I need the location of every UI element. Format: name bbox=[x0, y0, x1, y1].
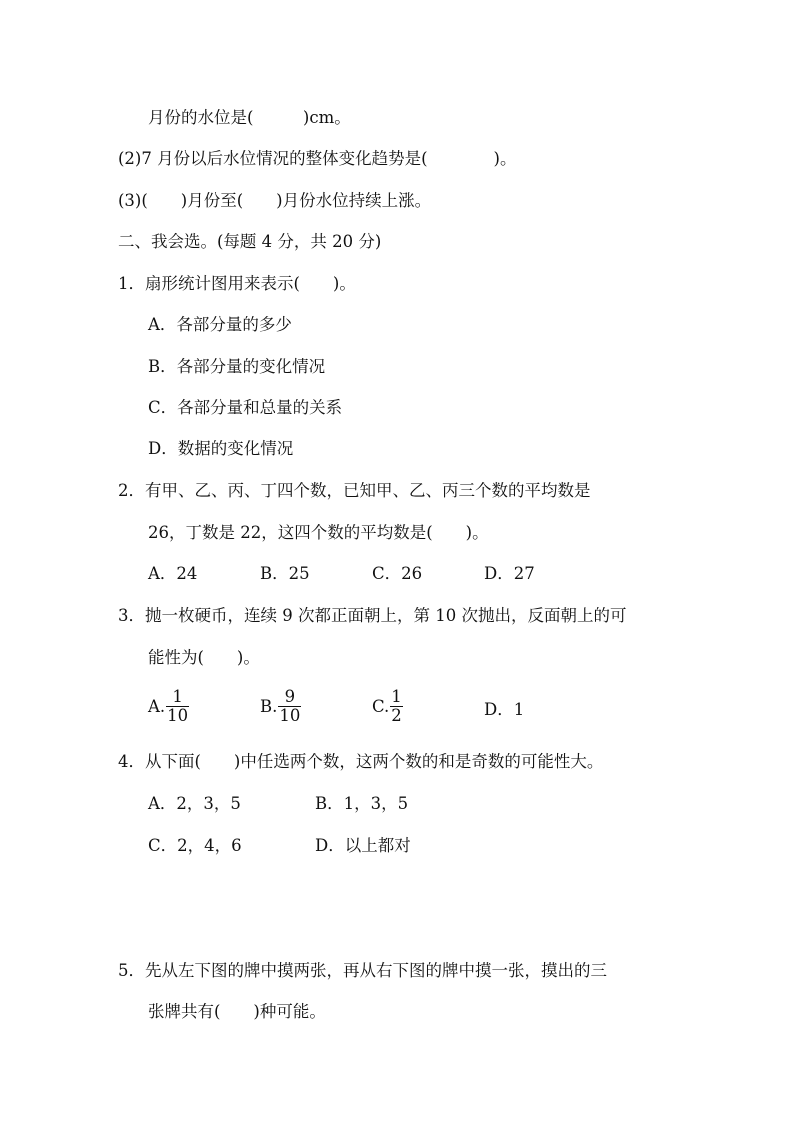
q4-option-d: D．以上都对 bbox=[315, 836, 411, 855]
q1-option-a: A．各部分量的多少 bbox=[148, 315, 292, 334]
q3-stem-line1: 3．抛一枚硬币，连续 9 次都正面朝上，第 10 次抛出，反面朝上的可 bbox=[118, 606, 627, 625]
fraction bbox=[390, 688, 403, 725]
fraction bbox=[166, 688, 189, 725]
sub-question-2: (2)7 月份以后水位情况的整体变化趋势是( )。 bbox=[118, 149, 517, 168]
q1-option-d: D．数据的变化情况 bbox=[148, 439, 294, 458]
q3-option-a bbox=[148, 688, 189, 725]
q3-option-c bbox=[372, 688, 403, 725]
q3-option-b bbox=[260, 688, 301, 725]
numerator: 1 bbox=[166, 688, 189, 707]
q2-option-b: B．25 bbox=[260, 564, 310, 583]
q3-stem-line2: 能性为( )。 bbox=[148, 648, 260, 667]
fraction bbox=[278, 688, 301, 725]
numerator: 1 bbox=[391, 687, 402, 706]
q1-option-c: C．各部分量和总量的关系 bbox=[148, 398, 343, 417]
denominator: 10 bbox=[279, 706, 301, 725]
denominator: 10 bbox=[167, 706, 189, 725]
q2-stem-line2: 26，丁数是 22，这四个数的平均数是( )。 bbox=[148, 523, 489, 542]
option-label: A. bbox=[148, 696, 166, 716]
q4-option-c: C．2，4，6 bbox=[148, 836, 242, 855]
q2-option-a: A．24 bbox=[148, 564, 198, 583]
option-label: B. bbox=[260, 696, 278, 716]
q1-stem: 1．扇形统计图用来表示( )。 bbox=[118, 274, 356, 293]
q5-stem-line2: 张牌共有( )种可能。 bbox=[148, 1002, 326, 1021]
q5-stem-line1: 5．先从左下图的牌中摸两张，再从右下图的牌中摸一张，摸出的三 bbox=[118, 961, 607, 980]
section-heading: 二、我会选。(每题 4 分，共 20 分) bbox=[118, 232, 382, 251]
sub-question-3: (3)( )月份至( )月份水位持续上涨。 bbox=[118, 191, 432, 210]
q4-stem: 4．从下面( )中任选两个数，这两个数的和是奇数的可能性大。 bbox=[118, 752, 604, 771]
q2-stem-line1: 2．有甲、乙、丙、丁四个数，已知甲、乙、丙三个数的平均数是 bbox=[118, 481, 591, 500]
q2-option-d: D．27 bbox=[484, 564, 535, 583]
q2-option-c: C．26 bbox=[372, 564, 423, 583]
q4-option-a: A．2，3，5 bbox=[148, 794, 241, 813]
numerator: 9 bbox=[278, 688, 301, 707]
q1-option-b: B．各部分量的变化情况 bbox=[148, 357, 326, 376]
q3-option-d: D．1 bbox=[484, 700, 525, 719]
option-label: C. bbox=[372, 696, 390, 716]
q4-option-b: B．1，3，5 bbox=[315, 794, 409, 813]
q-cont-line: 月份的水位是( )cm。 bbox=[148, 108, 351, 127]
denominator: 2 bbox=[391, 706, 402, 725]
